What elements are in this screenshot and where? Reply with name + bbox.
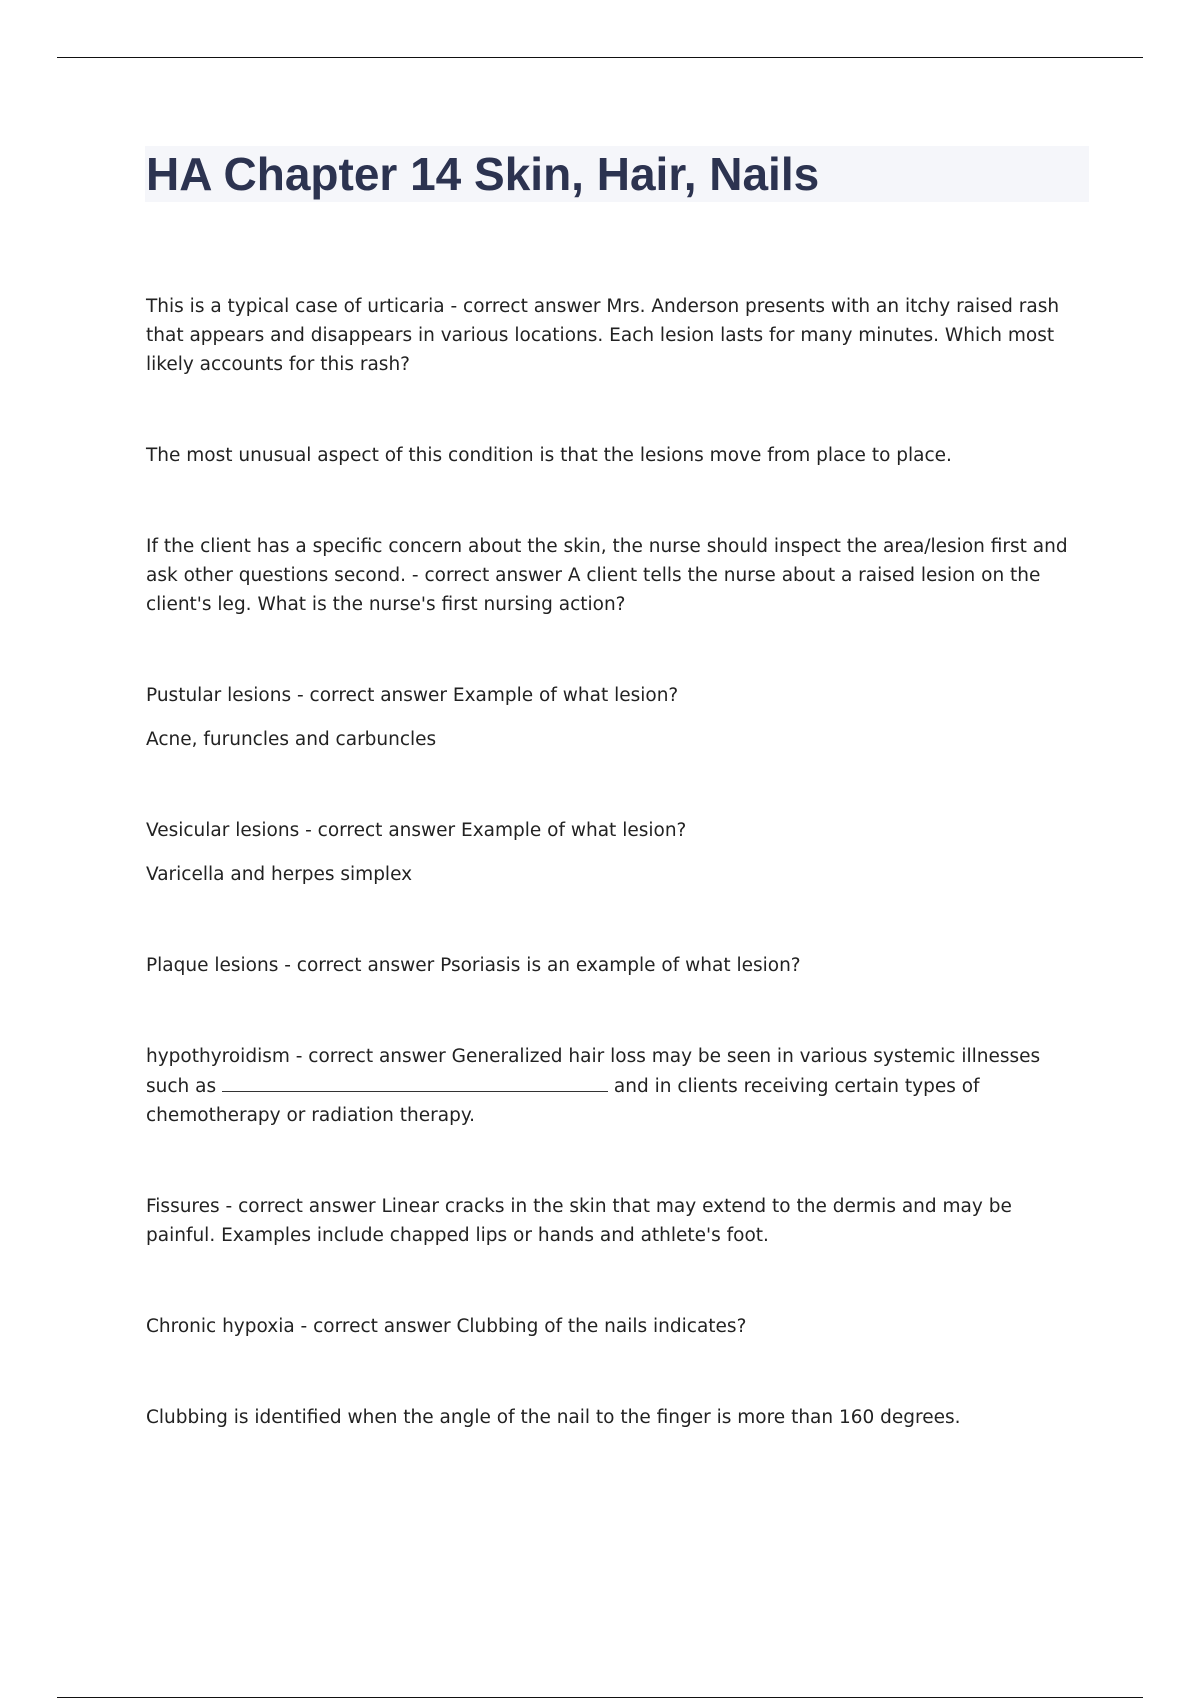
paragraph-clubbing: Clubbing is identified when the angle of the nail to the finger is more than 160 degrees. xyxy=(146,1407,961,1428)
paragraph-chronic-hypoxia: Chronic hypoxia - correct answer Clubbing of the nails indicates? xyxy=(146,1316,747,1337)
footer-rule xyxy=(57,1697,1143,1698)
hypothyroidism-text-before: hypothyroidism - correct answer Generalized hair loss may be seen in various systemic illnesses such as xyxy=(146,1046,1041,1097)
paragraph-nurse-action: If the client has a specific concern about the skin, the nurse should inspect the area/lesion first and ask other questions second. - correct answer A client tells the nurse about a raised lesion on the client's leg. What is the nurse's first nursing action? xyxy=(146,536,1068,615)
document-body xyxy=(146,292,1086,1432)
paragraph-pustular: Pustular lesions - correct answer Example of what lesion? xyxy=(146,685,679,706)
document-title: HA Chapter 14 Skin, Hair, Nails xyxy=(146,148,820,200)
fill-in-blank-line xyxy=(222,1071,608,1092)
paragraph-pustular-examples: Acne, furuncles and carbuncles xyxy=(146,729,437,750)
paragraph-fissures: Fissures - correct answer Linear cracks in the skin that may extend to the dermis and may be painful. Examples include chapped lips or hands and athlete's foot. xyxy=(146,1196,1012,1246)
paragraph-plaque: Plaque lesions - correct answer Psoriasis is an example of what lesion? xyxy=(146,955,801,976)
paragraph-hypothyroidism xyxy=(146,1042,1086,1130)
paragraph-vesicular: Vesicular lesions - correct answer Example of what lesion? xyxy=(146,820,687,841)
paragraph-urticaria-note: The most unusual aspect of this condition is that the lesions move from place to place. xyxy=(146,445,952,466)
paragraph-urticaria: This is a typical case of urticaria - correct answer Mrs. Anderson presents with an itchy raised rash that appears and disappears in various locations. Each lesion lasts for many minutes. Which most likely accounts for this rash? xyxy=(146,296,1060,375)
header-rule xyxy=(57,57,1143,58)
hypothyroidism-text-after: and in clients receiving certain types of chemotherapy or radiation therapy. xyxy=(146,1076,980,1126)
paragraph-vesicular-examples: Varicella and herpes simplex xyxy=(146,864,413,885)
